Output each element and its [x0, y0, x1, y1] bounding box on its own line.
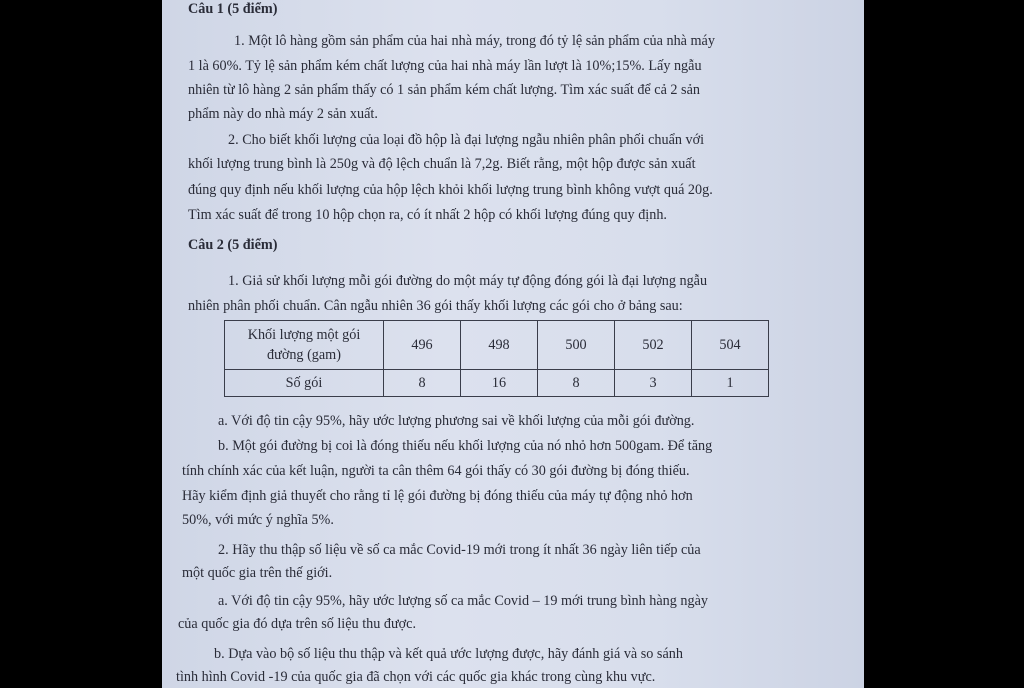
- q1-p1-line3: nhiên từ lô hàng 2 sản phẩm thấy có 1 sản phẩm kém chất lượng. Tìm xác suất để cả 2 sản: [188, 82, 700, 98]
- weight-cell: 500: [538, 321, 615, 370]
- weight-cell: 502: [615, 321, 692, 370]
- q1-p2-line2: khối lượng trung bình là 250g và độ lệch chuẩn là 7,2g. Biết rằng, một hộp được sản xuất: [188, 156, 696, 172]
- q2-p2a-line2: của quốc gia đó dựa trên số liệu thu được.: [178, 616, 416, 632]
- q1-title: Câu 1 (5 điểm): [188, 1, 278, 17]
- q2-a: a. Với độ tin cậy 95%, hãy ước lượng phương sai về khối lượng của mỗi gói đường.: [218, 413, 695, 429]
- count-header-cell: Số gói: [225, 370, 384, 397]
- q2-p2a-line1: a. Với độ tin cậy 95%, hãy ước lượng số ca mắc Covid – 19 mới trung bình hàng ngày: [218, 593, 708, 609]
- q2-b-line2: tính chính xác của kết luận, người ta cân thêm 64 gói thấy có 30 gói đường bị đóng thiếu.: [182, 463, 690, 479]
- q2-b-line1: b. Một gói đường bị coi là đóng thiếu nếu khối lượng của nó nhỏ hơn 500gam. Để tăng: [218, 438, 713, 454]
- weight-header-line2: đường (gam): [267, 347, 341, 363]
- q2-p1-line2: nhiên phân phối chuẩn. Cân ngẫu nhiên 36 gói thấy khối lượng các gói cho ở bảng sau:: [188, 298, 683, 314]
- q1-p1-line2: 1 là 60%. Tỷ lệ sản phẩm kém chất lượng của hai nhà máy lần lượt là 10%;15%. Lấy ngẫu: [188, 58, 702, 74]
- exam-paper: [162, 0, 864, 688]
- q2-p1-line1: 1. Giả sử khối lượng mỗi gói đường do một máy tự động đóng gói là đại lượng ngẫu: [228, 273, 708, 289]
- q1-p1-line1: 1. Một lô hàng gồm sản phẩm của hai nhà máy, trong đó tỷ lệ sản phẩm của nhà máy: [234, 33, 715, 49]
- weight-cell: 504: [692, 321, 769, 370]
- q2-title: Câu 2 (5 điểm): [188, 237, 278, 253]
- weight-header-line1: Khối lượng một gói: [247, 327, 361, 343]
- q2-b-line3: Hãy kiểm định giả thuyết cho rằng tỉ lệ gói đường bị đóng thiếu của máy tự động nhỏ hơn: [182, 488, 693, 504]
- weight-header-cell: [225, 321, 384, 370]
- q1-p2-line3: đúng quy định nếu khối lượng của hộp lệch khỏi khối lượng trung bình không vượt quá 20g.: [188, 182, 713, 198]
- q2-p2-line1: 2. Hãy thu thập số liệu về số ca mắc Covid-19 mới trong ít nhất 36 ngày liên tiếp của: [218, 542, 701, 558]
- count-cell: 8: [538, 370, 615, 397]
- q2-p2-line2: một quốc gia trên thế giới.: [182, 565, 333, 581]
- table-row-counts: [225, 370, 769, 397]
- count-cell: 16: [461, 370, 538, 397]
- q2-b-line4: 50%, với mức ý nghĩa 5%.: [182, 512, 334, 528]
- count-cell: 8: [384, 370, 461, 397]
- table-row-weights: [225, 321, 769, 370]
- count-cell: 3: [615, 370, 692, 397]
- q2-p2b-line2: tình hình Covid -19 của quốc gia đã chọn với các quốc gia khác trong cùng khu vực.: [176, 669, 656, 685]
- count-cell: 1: [692, 370, 769, 397]
- q1-p2-line1: 2. Cho biết khối lượng của loại đồ hộp là đại lượng ngẫu nhiên phân phối chuẩn với: [228, 132, 705, 148]
- weight-cell: 498: [461, 321, 538, 370]
- q2-p2b-line1: b. Dựa vào bộ số liệu thu thập và kết quả ước lượng được, hãy đánh giá và so sánh: [214, 646, 683, 662]
- q1-p1-line4: phẩm này do nhà máy 2 sản xuất.: [188, 106, 378, 122]
- sugar-weight-table: [224, 320, 769, 397]
- weight-cell: 496: [384, 321, 461, 370]
- q1-p2-line4: Tìm xác suất để trong 10 hộp chọn ra, có ít nhất 2 hộp có khối lượng đúng quy định.: [188, 207, 667, 223]
